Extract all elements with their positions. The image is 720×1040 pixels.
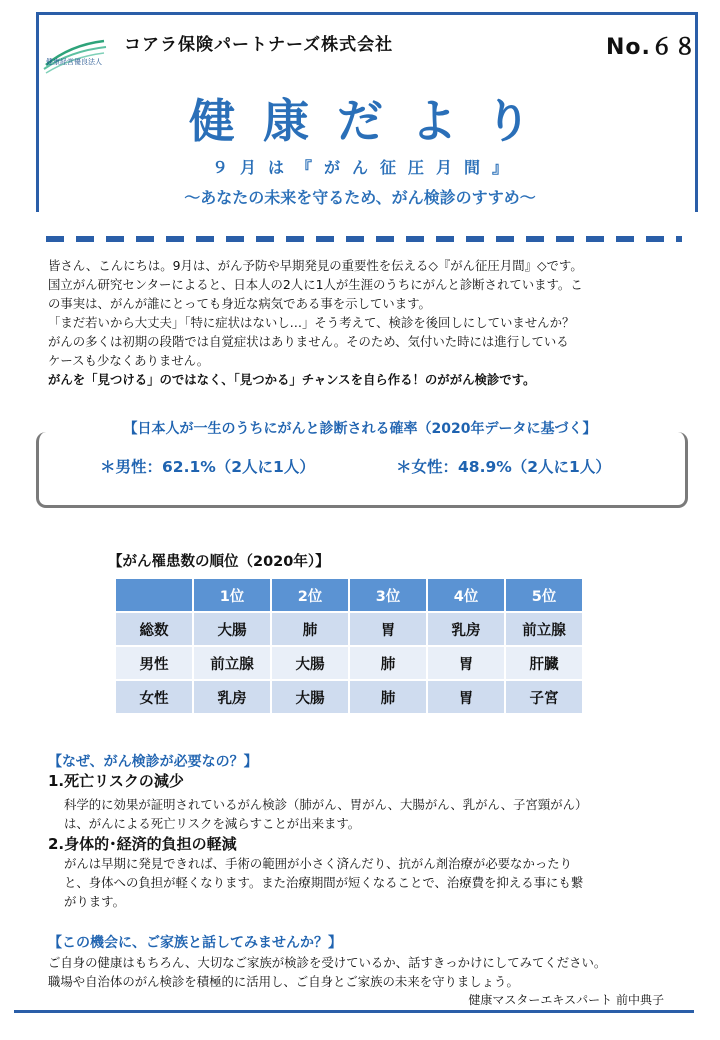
table-cell: 胃 (427, 646, 505, 680)
closing-line: ご自身の健康はもちろん、大切なご家族が検診を受けているか、話すきっかけにしてみてください。 (48, 955, 607, 970)
intro-line: がんの多くは初期の段階では自覚症状はありません。そのため、気付いた時には進行している (48, 334, 569, 349)
table-cell: 女性 (115, 680, 193, 714)
table-cell: 胃 (427, 680, 505, 714)
closing-line: 職場や自治体のがん検診を積極的に活用し、ご自身とご家族の未来を守りましょう。 (48, 974, 519, 989)
frame-bottom-line (14, 1010, 694, 1013)
intro-line: の事実は、がんが誰にとっても身近な病気である事を示しています。 (48, 296, 431, 311)
table-row (115, 680, 583, 714)
item1-heading: 1.死亡リスクの減少 (48, 772, 184, 790)
table-cell: 肺 (349, 680, 427, 714)
header-cell: 1位 (193, 578, 271, 612)
issue-number: No.６８ (606, 35, 697, 60)
author-signature: 健康マスターエキスパート 前中典子 (468, 993, 664, 1007)
closing-title: 【この機会に、ご家族と話してみませんか？】 (48, 935, 342, 951)
item2-line: がんは早期に発見できれば、手術の範囲が小さく済んだり、抗がん剤治療が必要なかったり (64, 856, 573, 871)
item1-line: 科学的に効果が証明されているがん検診（肺がん、胃がん、大腸がん、乳がん、子宮頸がん） (64, 797, 588, 812)
closing-text (48, 953, 698, 991)
table-cell: 大腸 (193, 612, 271, 646)
intro-line: 皆さん、こんにちは。9月は、がん予防や早期発見の重要性を伝える◇『がん征圧月間』◇です。 (48, 258, 583, 273)
frame-top-line (36, 12, 696, 15)
table-cell: 前立腺 (193, 646, 271, 680)
intro-line: 国立がん研究センターによると、日本人の2人に1人が生涯のうちにがんと診断されています。こ (48, 277, 583, 292)
intro-text (48, 256, 688, 389)
ranking-table (114, 577, 584, 715)
risk-title (0, 418, 720, 438)
table-cell: 乳房 (193, 680, 271, 714)
newsletter-title: 健康だより (189, 94, 559, 148)
table-cell: 肺 (349, 646, 427, 680)
intro-line: ケースも少なくありません。 (48, 353, 210, 368)
header-cell: 2位 (271, 578, 349, 612)
item2-heading: 2.身体的･経済的負担の軽減 (48, 835, 237, 853)
logo-text: 健康経営優良法人 (46, 58, 102, 66)
month-theme: ９月は『がん征圧月間』 (211, 158, 520, 177)
company-name: コアラ保険パートナーズ株式会社 (124, 35, 394, 55)
dashed-divider (46, 236, 682, 242)
item1-body (64, 795, 694, 833)
item2-line: と、身体への負担が軽くなります。また治療期間が短くなることで、治療費を抑える事にも繋 (64, 875, 584, 890)
table-cell: 前立腺 (505, 612, 583, 646)
risk-female: ＊女性：48.9%（2人に1人） (396, 458, 611, 476)
item2-line: がります。 (64, 894, 125, 909)
intro-emphasis: がんを「見つける」のではなく、「見つかる」チャンスを自ら作る！のががん検診です。 (48, 372, 536, 387)
header-cell: 3位 (349, 578, 427, 612)
ranking-header-row (115, 578, 583, 612)
ranking-title: 【がん罹患数の順位（2020年）】 (108, 554, 330, 570)
why-section-title: 【なぜ、がん検診が必要なの？】 (48, 754, 258, 770)
header-cell: 4位 (427, 578, 505, 612)
table-cell: 総数 (115, 612, 193, 646)
table-cell: 肺 (271, 612, 349, 646)
item1-line: は、がんによる死亡リスクを減らすことが出来ます。 (64, 816, 361, 831)
risk-title-text: 【日本人が一生のうちにがんと診断される確率（2020年データに基づく】 (118, 421, 603, 437)
health-management-logo-icon (40, 22, 110, 88)
table-cell: 大腸 (271, 680, 349, 714)
table-cell: 肝臓 (505, 646, 583, 680)
header-cell: 5位 (505, 578, 583, 612)
subtitle: ～あなたの未来を守るため、がん検診のすすめ～ (184, 188, 536, 207)
intro-line: 「まだ若いから大丈夫」「特に症状はないし…」そう考えて、検診を後回しにしていませんか？ (48, 315, 575, 330)
table-cell: 大腸 (271, 646, 349, 680)
risk-male: ＊男性：62.1%（2人に1人） (100, 458, 315, 476)
table-row (115, 612, 583, 646)
table-cell: 子宮 (505, 680, 583, 714)
header-cell (115, 578, 193, 612)
table-cell: 乳房 (427, 612, 505, 646)
table-row (115, 646, 583, 680)
table-cell: 男性 (115, 646, 193, 680)
item2-body (64, 854, 684, 911)
table-cell: 胃 (349, 612, 427, 646)
